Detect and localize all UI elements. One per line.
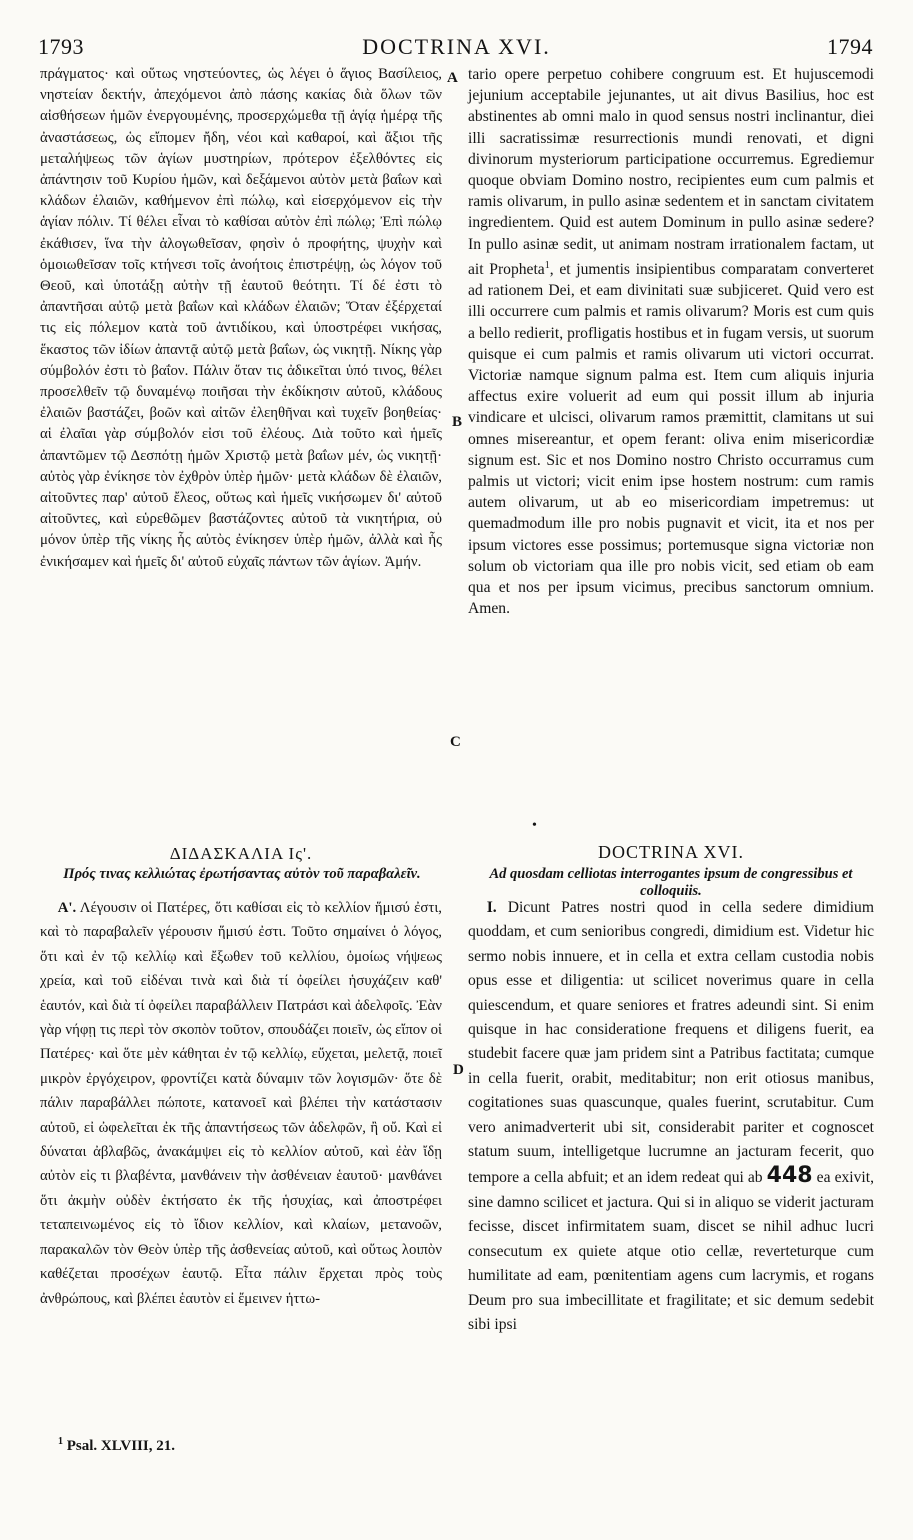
left-page-number: 1793 [38, 34, 84, 59]
gutter-marker-d: D [453, 1062, 464, 1078]
greek-column-top [40, 64, 442, 573]
greek-section-subtitle: Πρός τινας κελλιώτας ἐρωτήσαντας αὐτὸν τοῦ παραβαλεῖν. [63, 866, 421, 882]
latin-column-bottom [468, 896, 874, 1337]
latin-text-part-2: , et jumentis insipientibus comparatam converteret ad rationem Dei, et eam divinitati suæ subjiceret. Quid vero est illi occurrere cum palmis et ramis olivarum? Moris est cum quis a bello redierit, profligatis hostibus et in fugam versis, ut suorum quisque ei cum palmis et ramis olivarum uti victori occurrat. Victoriæ namque signum palma est. Item cum aliquis injuria affectus exire voluerit ad eum qui possit illum ab injuria vindicare et ulcisci, olivarum ramos præmittit, clamitans ut sui omnes misereantur, et opem ferant: oliva enim misericordiæ signum est. Sic et nos Domino nostro Christo occurramus cum palmis ut victori; vicit enim ipse hostem nostrum: cum ramis autem olivarum, ut ab eo misericordiam impetremus: ut quemadmodum ille pro nobis pugnavit et vicit, ita et nos per ipsum victores esse possimus; portemusque signa victoriæ non solum ob victoriam qua ille pro nobis vicit, sed etiam ob eam qua et nos per ipsum vicimus, precibus sanctorum omnium. Amen. [468, 261, 875, 618]
latin-paragraph-number: I. [486, 899, 497, 916]
running-title: DOCTRINA XVI. [362, 34, 551, 59]
greek-section-title: ΔΙΔΑΣΚΑΛΙΑ Ις'. [169, 844, 313, 863]
greek-column-bottom [40, 896, 442, 1311]
greek-paragraph-1 [40, 896, 442, 1311]
greek-paragraph-top: πράγματος· καὶ οὕτως νηστεύοντες, ὡς λέγει ὁ ἅγιος Βασίλειος, νηστείαν δεκτήν, ἀπεχόμενοι ἀπὸ πάσης κακίας διὰ ὅλων τῶν αἰσθήσεων ἡμῶν ἐνεργουμένης, προσερχώμεθα τῇ ἁγίᾳ ἡμέρᾳ τῆς ἀναστάσεως, ὡς εἴπομεν ἤδη, νέοι καὶ καθαροί, καὶ ἄξιοι τῆς μεταλήψεως τῶν ἁγίων μυστηρίων, πρότερον ἐξελθόντες εἰς ἀπάντησιν τοῦ Κυρίου ἡμῶν, καὶ δεξάμενοι αὐτὸν μετὰ βαΐων καὶ κλάδων ἐλαιῶν, καθήμενον ἐπὶ πώλῳ, καὶ εἰσερχόμενον εἰς τὴν ἁγίαν πόλιν. Τί θέλει εἶναι τὸ καθίσαι αὐτὸν ἐπὶ πώλῳ; Ἐπὶ πώλῳ ἐκάθισεν, ἵνα τὴν ἀλογωθεῖσαν, φησὶν ὁ προφήτης, ψυχὴν καὶ ὁμοιωθεῖσαν τοῖς κτήνεσι τοῖς ἀνοήτοις ἐπιστρέψῃ, ὡς λόγον τοῦ Θεοῦ, καὶ ὑποτάξῃ αὐτὴν τῇ ἑαυτοῦ θεότητι. Τί δέ ἐστι τὸ ἀπαντῆσαι αὐτῷ μετὰ βαΐων καὶ κλάδων ἐλαιῶν; Ὅταν ἐξέρχεταί τις εἰς πόλεμον κατὰ τοῦ ἀντιδίκου, καὶ ὑποστρέφει νικήσας, ἕκαστος τῶν ἰδίων ἀπαντᾷ αὐτῷ μετὰ βαΐων, ὡς νικητῇ. Νίκης γὰρ σύμβολόν ἐστι τὸ βαΐον. Πάλιν ὅταν τις ἀδικεῖται ὑπό τινος, θέλει προσελθεῖν τῷ δυναμένῳ ποιῆσαι τὴν ἐκδίκησιν αὐτοῦ, κλάδους ἐλαιῶν βαστάζει, βοῶν καὶ αἰτῶν ἐλεηθῆναι καὶ τυχεῖν βοηθείας· αἱ ἐλαῖαι γὰρ σύμβολόν εἰσι τοῦ ἐλέους. Διὰ τοῦτο καὶ ἡμεῖς ἀπαντῶμεν τῷ Δεσπότῃ ἡμῶν Χριστῷ μετὰ βαΐων μέν, ὡς νικητῇ· αὐτὸς γὰρ ἐνίκησε τὸν ἐχθρὸν ὑπὲρ ἡμῶν· μετὰ κλάδων δὲ ἐλαιῶν, αἰτοῦντες παρ' αὐτοῦ ἔλεος, οὕτως καὶ ἡμεῖς νικήσωμεν δι' αὐτοῦ αἰτοῦντες, καὶ εὑρεθῶμεν βαστάζοντες αὐτοῦ τὰ νικητήρια, οὐ μόνον ὑπὲρ τῆς νίκης ἧς αὐτὸς ἐνίκησεν ὑπὲρ ἡμῶν, ἀλλὰ καὶ ἧς ἐνικήσαμεν καὶ ἡμεῖς δι' αὐτοῦ εὐχαῖς πάντων τῶν ἁγίων. Ἀμήν. [40, 66, 442, 570]
latin-paragraph-1 [468, 896, 874, 1337]
footnote-marker: 1 [58, 1436, 63, 1447]
migne-page-marker: 448 [766, 1163, 813, 1189]
ornament-dot: • [532, 818, 537, 833]
latin-text-part-1: tario opere perpetuo cohibere congruum est. Et hujuscemodi jejunium acceptabile jejunantes, ut ait divus Basilius, hoc est abstinentes ab omni malo in quod sensus nostri inclinantur, diei illi sacratissimæ resurrectionis mundi renovati, et digni divinorum mysteriorum participatione occurremus. Egrediemur quoque obviam Domino nostro, recipientes eum cum palmis et ramis olivarum, in pullo asinæ sedentem et in sanctam civitatem ingredientem. Quid est autem Dominum in pullo asinæ sedere? In pullo asinæ sedit, ut animam nostram irrationalem factam, ut ait Propheta [468, 66, 874, 279]
latin-paragraph-text-2: ea exivit, sine damno scilicet et jactura. Qui si in aliquo se viderit jacturam fecisse, discet infirmitatem suam, discet se nihil adhuc lucri consecutum ex quiete atque otio cellæ, reverteturque cum humilitate ad eam, pœnitentiam agens cum lacrymis, et rogans Deum pro sua imbecillitate et fragilitate; et sic demum sedebit sibi ipsi [468, 1169, 874, 1333]
gutter-marker-c: C [450, 734, 461, 750]
latin-paragraph-top [468, 64, 874, 619]
footnote [58, 1436, 175, 1455]
footnote-reference: 1 [544, 259, 550, 271]
footnote-text: Psal. XLVIII, 21. [63, 1438, 175, 1454]
right-page-number: 1794 [827, 34, 873, 59]
latin-paragraph-text-1: Dicunt Patres nostri quod in cella sedere dimidium quoddam, et cum senioribus congredi, dimidium est. Videtur hic sermo nobis innuere, et in cella et extra cellam custodia nobis opus esse et diligentia: ut scilicet noverimus quare in cella quiescendum, et quare seniores et fratres adeundi sint. Si enim quisque in hac consideratione frequens et diligens fuerit, ea studebit facere quæ jam pridem sint a Patribus factitata; cumque in cella fuerit, orabit, meditabitur; non erit otiosus manibus, cogitationes suas quascunque, quales fuerint, scrutabitur. Cum vero animadverterit ubi sit, considerabit pariter et cognoscet statum suum, intelligetque lucrumne an jacturam fecerit, quo tempore a cella abfuit; et an idem redeat qui ab [468, 899, 874, 1187]
greek-paragraph-number: Α'. [57, 900, 77, 916]
latin-section-title: DOCTRINA XVI. [598, 842, 744, 862]
latin-column-top [468, 64, 874, 619]
gutter-marker-b: B [452, 414, 463, 430]
gutter-marker-a: A [447, 70, 458, 86]
latin-section-subtitle: Ad quosdam celliotas interrogantes ipsum de congressibus et colloquiis. [489, 866, 853, 899]
greek-paragraph-text: Λέγουσιν οἱ Πατέρες, ὅτι καθίσαι εἰς τὸ κελλίον ἥμισύ ἐστι, καὶ τὸ παραβαλεῖν γέρουσιν ἥμισύ ἐστι. Τοῦτο σημαίνει ὁ λόγος, ὅτι καὶ ἐν τῷ κελλίῳ καὶ ἔξωθεν τοῦ κελλίου, ὁμοίως νήψεως χρεία, καὶ τοῦ εἰδέναι τινὰ καὶ διὰ τί ὀφείλει ἡσυχάζειν καθ' ἑαυτόν, καὶ διὰ τί ὀφείλει παραβάλλειν Πατράσι καὶ ἀδελφοῖς. Ἐὰν γὰρ νήφῃ τις περὶ τὸν σκοπὸν τοῦτον, σπουδάζει ποιεῖν, ὡς εἴπον οἱ Πατέρες· καὶ ὅτε μὲν κάθηται ἐν τῷ κελλίῳ, εὔχεται, μελετᾷ, ποιεῖ μικρὸν ἐργόχειρον, φροντίζει κατὰ δύναμιν τῶν λογισμῶν· ὅτε δὲ πάλιν παραβάλλει πώποτε, κατανοεῖ καὶ βλέπει τὴν κατάστασιν αὐτοῦ, εἰ ὠφελεῖται ἐκ τῆς ἀπαντήσεως τῶν ἀδελφῶν, ἢ οὔ. Καὶ εἰ δύναται ἀβλαβῶς, ἀνακάμψει εἰς τὸ κελλίον αὐτοῦ, καὶ ἐὰν ἴδῃ αὐτὸν εἰς τι βλαβέντα, μανθάνειν τὴν ἀσθένειαν ἑαυτοῦ· μανθάνει ὅτι ἀκμὴν οὐδὲν ἐκτήσατο ἐκ τῆς ἡσυχίας, καὶ ἀποστρέφει τεταπεινωμένος εἰς τὸ ἴδιον κελλίον, καὶ κλαίων, μετανοῶν, παρακαλῶν τὸν Θεὸν ὑπὲρ τῆς ἀσθενείας αὐτοῦ, καὶ οὕτως λοιπὸν καθέζεται προσέχων ἑαυτῷ. Εἶτα πάλιν ἔρχεται πρὸς τοὺς ἀνθρώπους, καὶ βλέπει ἑαυτὸν εἰ ἔμεινεν ἡττω- [40, 900, 442, 1307]
